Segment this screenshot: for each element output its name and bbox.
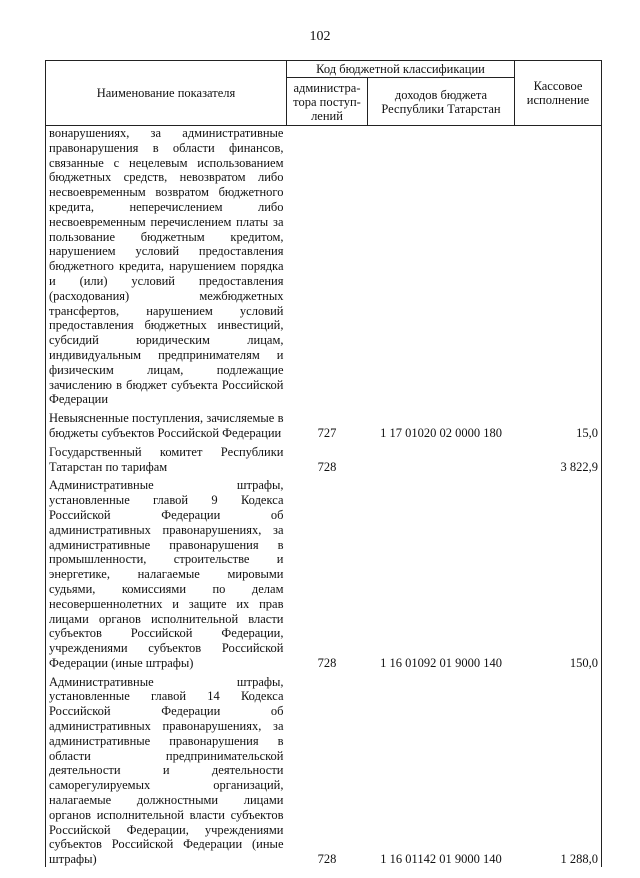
row-admin-code: 728 bbox=[317, 655, 337, 670]
header-cash: Кассовое исполнение bbox=[515, 61, 602, 126]
row-revenue-code: 1 16 01142 01 9000 140 bbox=[380, 852, 502, 867]
table-row bbox=[46, 407, 602, 441]
header-revenue: доходов бюджета Республики Татарстан bbox=[368, 78, 515, 126]
row-revenue-code bbox=[368, 441, 515, 475]
header-name: Наименование показателя bbox=[46, 61, 287, 126]
row-admin-code: 728 bbox=[317, 459, 337, 474]
row-name: Административные штрафы, установленные главой 9 Кодекса Российской Федерации об административных правонарушениях, за административные правонарушения в промышленности, строительстве и энергетике, налагаемые мировыми судьями, комиссиями по делам несовершеннолетних и защите их прав лицами органов исполнительной власти субъектов Российской Федерации, учреждениями субъектов Российской Федерации (иные штрафы) bbox=[46, 474, 287, 670]
row-admin-code bbox=[287, 126, 368, 408]
row-admin-code: 727 bbox=[317, 425, 337, 440]
header-administrator: администра-тора поступ-лений bbox=[287, 78, 368, 126]
row-amount: 3 822,9 bbox=[515, 441, 602, 475]
row-amount: 15,0 bbox=[515, 407, 602, 441]
row-revenue-code bbox=[368, 126, 515, 408]
row-name: вонарушениях, за административные правонарушения в области финансов, связанные с нецелевым использованием бюджетных средств, невозвратом либо несвоевременным возвратом бюджетного кредита, неперечислением либо несвоевременным перечислением платы за пользование бюджетным кредитом, нарушением условий предоставления бюджетного кредита, нарушением порядка и (или) условий предоставления (расходования) межбюджетных трансфертов, нарушением условий предоставления бюджетных инвестиций, субсидий юридическим лицам, индивидуальным предпринимателям и физическим лицам, подлежащие зачислению в бюджет субъекта Российской Федерации bbox=[46, 126, 287, 408]
row-revenue-code: 1 16 01092 01 9000 140 bbox=[380, 655, 502, 670]
row-name: Государственный комитет Республики Татарстан по тарифам bbox=[46, 441, 287, 475]
table-row bbox=[46, 671, 602, 867]
revenue-table bbox=[45, 60, 602, 867]
header-budget-classification: Код бюджетной классификации bbox=[287, 61, 515, 78]
row-name: Административные штрафы, установленные главой 14 Кодекса Российской Федерации об административных правонарушениях, за административные правонарушения в области предпринимательской деятельности и деятельности саморегулируемых организаций, налагаемые должностными лицами органов исполнительной власти субъектов Российской Федерации, учреждениями субъектов Российской Федерации (иные штрафы) bbox=[46, 671, 287, 867]
row-amount: 1 288,0 bbox=[515, 671, 602, 867]
row-revenue-code: 1 17 01020 02 0000 180 bbox=[380, 425, 502, 440]
row-admin-code: 728 bbox=[317, 852, 337, 867]
row-name: Невыясненные поступления, зачисляемые в бюджеты субъектов Российской Федерации bbox=[46, 407, 287, 441]
table-row bbox=[46, 474, 602, 670]
page-number: 102 bbox=[309, 29, 331, 44]
row-amount bbox=[515, 126, 602, 408]
table-row bbox=[46, 441, 602, 475]
row-amount: 150,0 bbox=[515, 474, 602, 670]
table-row bbox=[46, 126, 602, 408]
